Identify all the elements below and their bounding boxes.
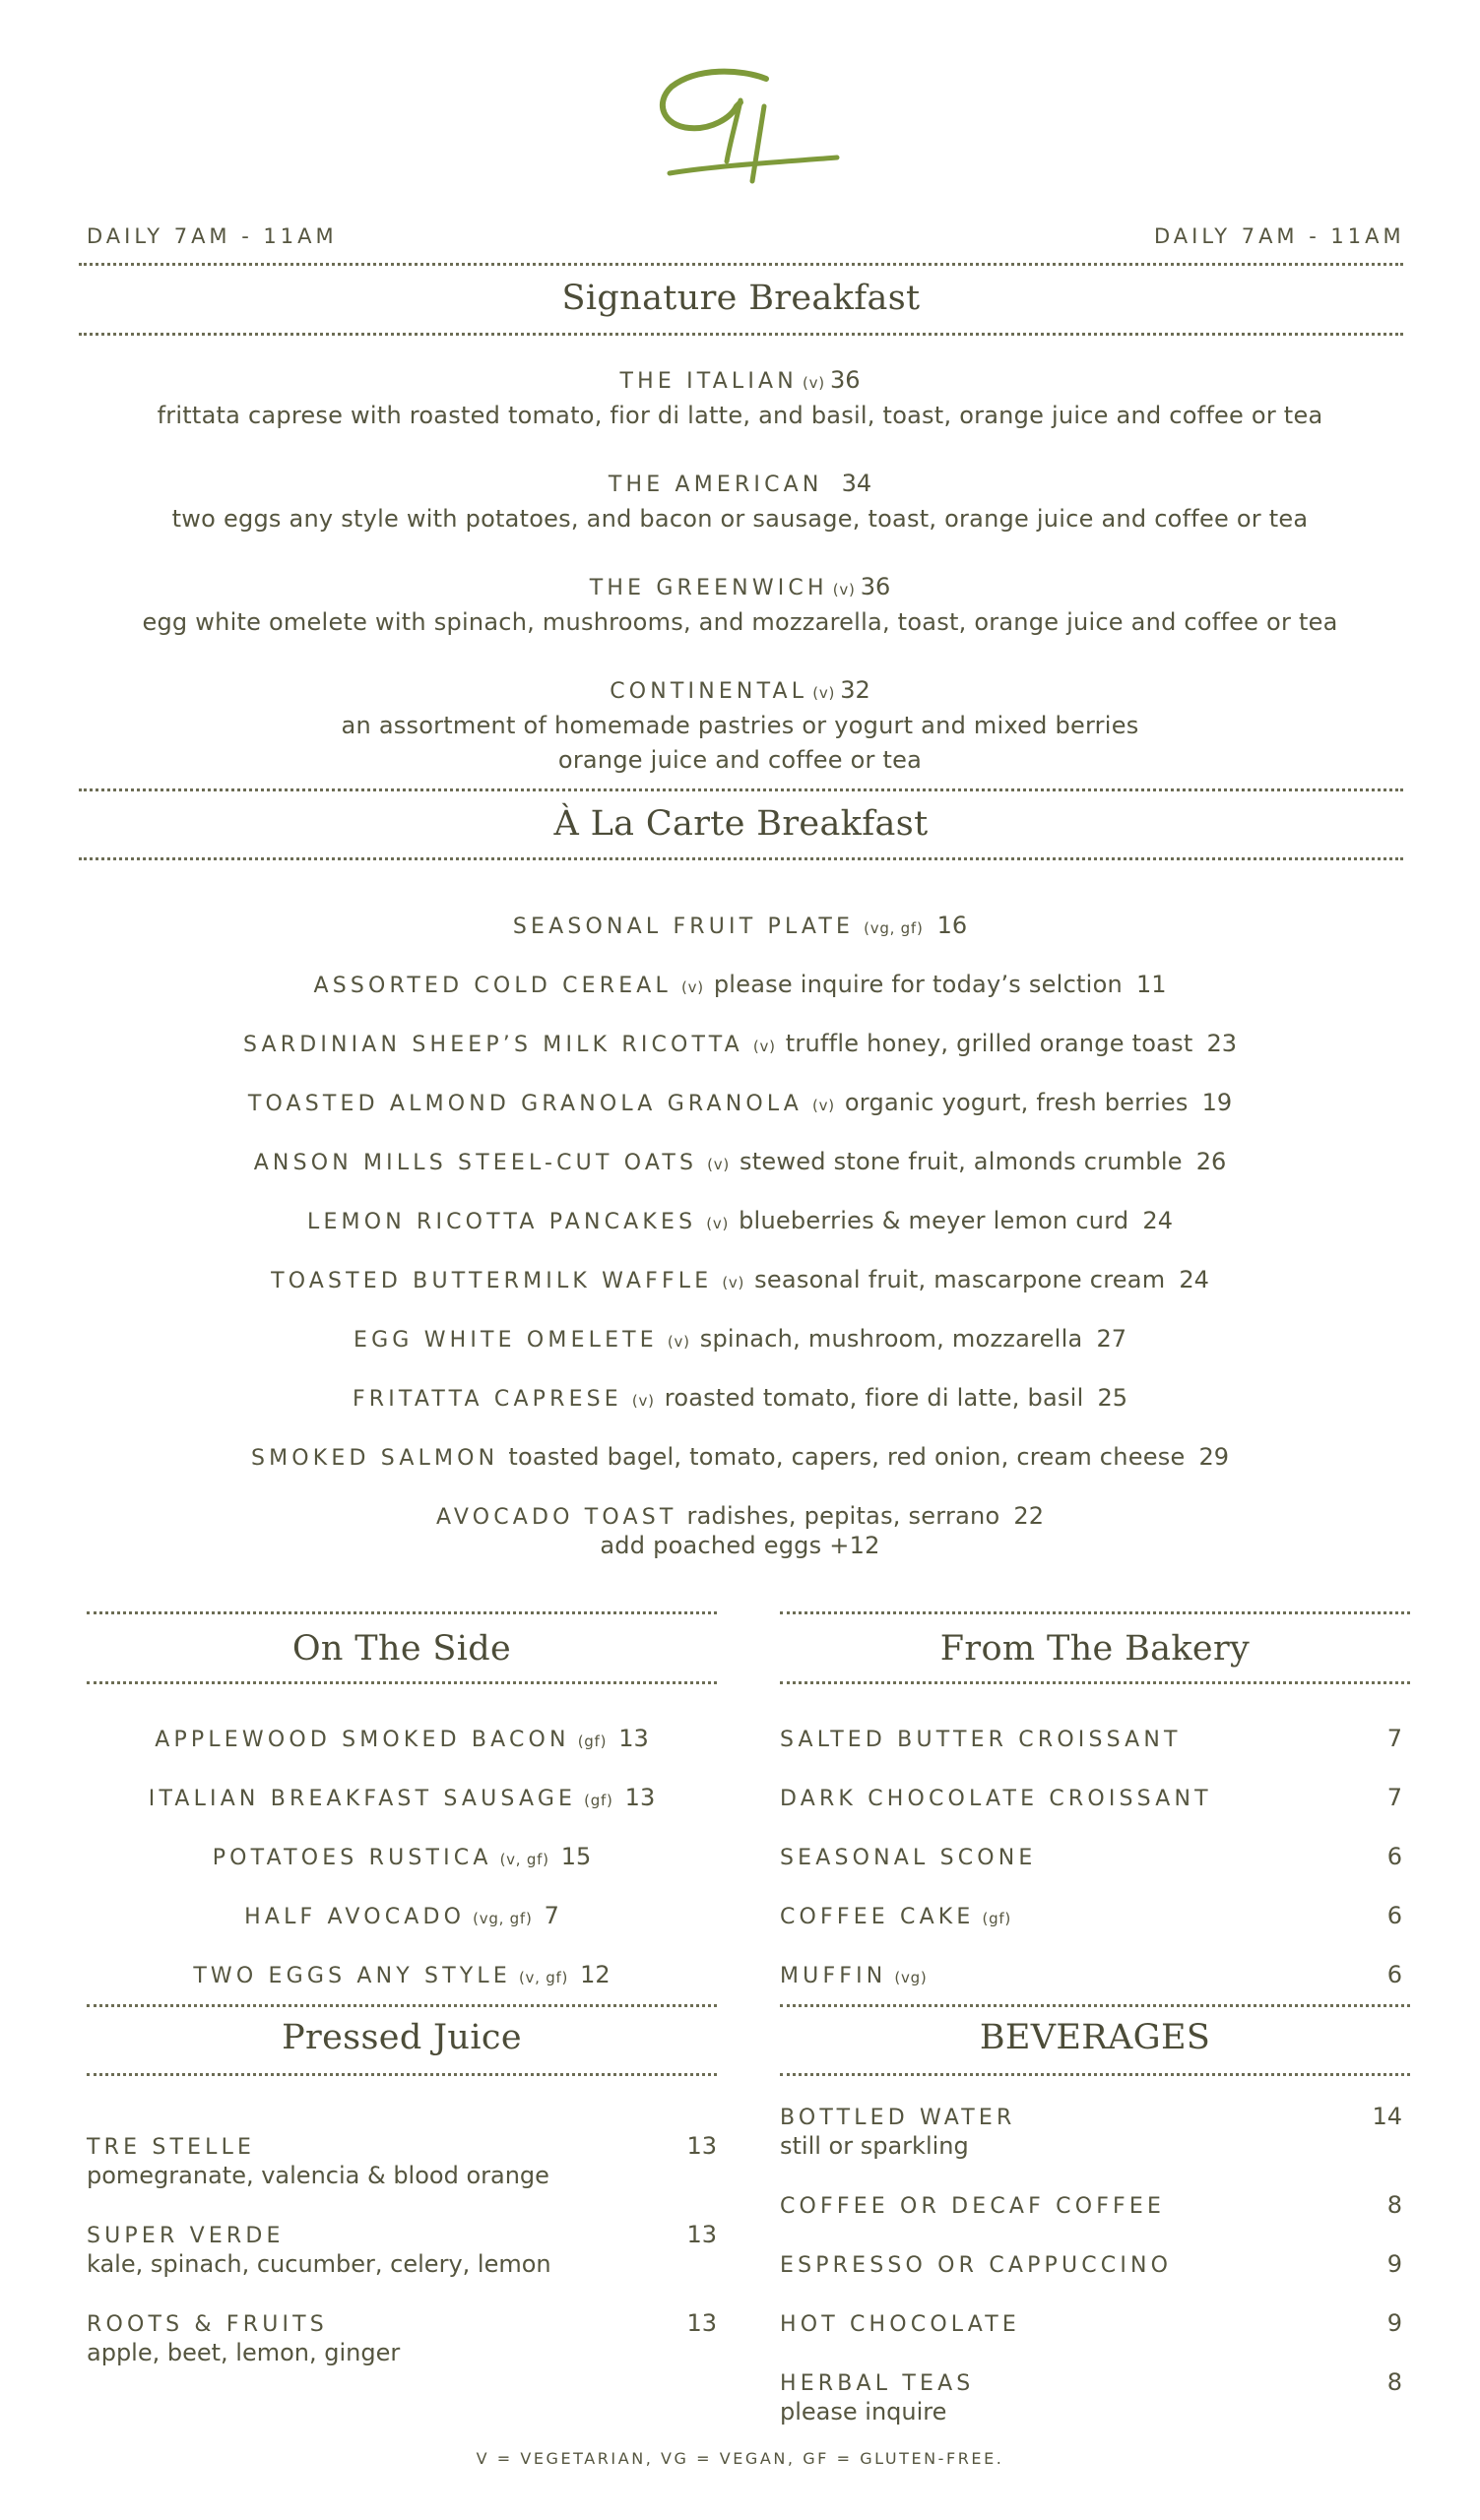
item-label: [780, 1905, 1011, 1929]
divider: [79, 788, 1403, 791]
item-name: LEMON RICOTTA PANCAKES: [307, 1210, 697, 1234]
menu-item: [0, 1266, 1480, 1293]
item-name: SARDINIAN SHEEP’S MILK RICOTTA: [242, 1033, 743, 1057]
menu-item: [780, 2309, 1402, 2337]
dietary-tag: (gf): [584, 1792, 613, 1809]
menu-item: [0, 1089, 1480, 1116]
item-price: 26: [1195, 1148, 1227, 1175]
item-name: HOT CHOCOLATE: [780, 2312, 1020, 2337]
menu-item: [87, 1961, 717, 1988]
section-title-beverages: BEVERAGES: [979, 2018, 1211, 2057]
hours-right: DAILY 7AM - 11AM: [1154, 224, 1405, 248]
item-description: an assortment of homemade pastries or yogurt and mixed berries: [341, 712, 1139, 739]
divider: [79, 333, 1403, 336]
item-description: two eggs any style with potatoes, and bacon or sausage, toast, orange juice and coffee or tea: [171, 505, 1309, 533]
item-description: pomegranate, valencia & blood orange: [87, 2162, 549, 2189]
item-name: COFFEE CAKE: [780, 1905, 975, 1929]
item-description: kale, spinach, cucumber, celery, lemon: [87, 2250, 551, 2278]
hours-left: DAILY 7AM - 11AM: [87, 224, 338, 248]
menu-item: [780, 2191, 1402, 2219]
item-name: SALTED BUTTER CROISSANT: [780, 1728, 1182, 1752]
dietary-tag: (v): [706, 1215, 730, 1232]
item-price: 25: [1097, 1384, 1128, 1412]
item-name: HERBAL TEAS: [780, 2371, 975, 2396]
item-name: ESPRESSO OR CAPPUCCINO: [780, 2253, 1173, 2278]
item-name: TWO EGGS ANY STYLE: [193, 1964, 511, 1988]
dietary-tag: (v): [707, 1156, 730, 1173]
menu-item: [0, 1148, 1480, 1175]
item-description: frittata caprese with roasted tomato, fior di latte, and basil, toast, orange juice and coffee or tea: [157, 402, 1323, 429]
item-price: 6: [1386, 1843, 1402, 1870]
item-name: HALF AVOCADO: [244, 1905, 466, 1929]
dietary-tag: (gf): [577, 1732, 608, 1750]
item-price: 13: [624, 1784, 656, 1811]
item-price: 7: [1386, 1784, 1402, 1811]
menu-item: [0, 912, 1480, 939]
item-description: still or sparkling: [780, 2132, 969, 2160]
menu-item: [87, 1784, 717, 1811]
menu-item: THE GREENWICH (v) 36: [589, 573, 891, 600]
item-price: 13: [618, 1725, 649, 1752]
item-label: [780, 1728, 1182, 1752]
gh-logo: [650, 59, 847, 207]
item-price: 11: [1135, 971, 1167, 998]
item-description: toasted bagel, tomato, capers, red onion, cream cheese: [508, 1443, 1186, 1471]
item-price: 12: [580, 1961, 611, 1988]
item-description: truffle honey, grilled orange toast: [785, 1030, 1193, 1057]
item-name: MUFFIN: [780, 1964, 887, 1988]
section-title-signature: Signature Breakfast: [561, 279, 921, 318]
item-label: [780, 1964, 928, 1988]
item-price: 8: [1386, 2368, 1402, 2396]
item-name: TRE STELLE: [87, 2135, 256, 2160]
section-title-alacarte: À La Carte Breakfast: [553, 804, 929, 844]
dietary-tag: (vg, gf): [473, 1910, 533, 1927]
dietary-tag: (vg, gf): [864, 919, 924, 937]
menu-item: [780, 1725, 1402, 1752]
menu-item: [780, 2368, 1402, 2396]
divider: [780, 2004, 1410, 2007]
item-description: roasted tomato, fiore di latte, basil: [664, 1384, 1084, 1412]
menu-item: [0, 1207, 1480, 1234]
item-price: 9: [1386, 2250, 1402, 2278]
item-price: 6: [1386, 1961, 1402, 1988]
item-name: SMOKED SALMON: [251, 1446, 499, 1471]
item-price: 6: [1386, 1902, 1402, 1929]
menu-item: [780, 2103, 1402, 2130]
item-name: POTATOES RUSTICA: [212, 1846, 492, 1870]
item-label: [780, 1787, 1212, 1811]
menu-item: [0, 1502, 1480, 1530]
item-price: 24: [1142, 1207, 1173, 1234]
item-description: egg white omelete with spinach, mushrooms, and mozzarella, toast, orange juice and coffee or tea: [142, 608, 1338, 636]
item-price: 7: [1386, 1725, 1402, 1752]
item-description: spinach, mushroom, mozzarella: [699, 1325, 1083, 1353]
item-price: 16: [936, 912, 968, 939]
item-price: 7: [544, 1902, 559, 1929]
menu-item: THE ITALIAN (v) 36: [619, 366, 861, 394]
menu-item: CONTINENTAL (v) 32: [610, 676, 870, 704]
item-description: stewed stone fruit, almonds crumble: [740, 1148, 1183, 1175]
menu-item: [780, 1843, 1402, 1870]
menu-item: [87, 1725, 717, 1752]
item-name: SUPER VERDE: [87, 2224, 285, 2248]
section-title-side: On The Side: [291, 1629, 512, 1669]
item-label: [780, 1846, 1036, 1870]
menu-item: [0, 1443, 1480, 1471]
item-price: 9: [1386, 2309, 1402, 2337]
divider: [87, 1611, 717, 1614]
dietary-tag: (v, gf): [499, 1851, 549, 1868]
section-title-juice: Pressed Juice: [282, 2018, 522, 2057]
item-description: orange juice and coffee or tea: [557, 746, 923, 774]
item-price: 23: [1206, 1030, 1238, 1057]
menu-item: [87, 2309, 717, 2337]
menu-item: [780, 1902, 1402, 1929]
menu-item: [0, 1384, 1480, 1412]
item-price: 22: [1013, 1502, 1044, 1530]
divider: [780, 1681, 1410, 1684]
dietary-tag: (v): [722, 1274, 745, 1292]
divider: [87, 2073, 717, 2076]
menu-item: [780, 1784, 1402, 1811]
menu-item: [87, 1902, 717, 1929]
menu-item: [780, 1961, 1402, 1988]
item-price: 24: [1179, 1266, 1209, 1293]
item-price: 15: [560, 1843, 592, 1870]
item-name: BOTTLED WATER: [780, 2106, 1016, 2130]
item-name: APPLEWOOD SMOKED BACON: [155, 1728, 570, 1752]
item-name: ASSORTED COLD CEREAL: [313, 974, 672, 998]
dietary-tag: (v): [631, 1392, 655, 1410]
item-description: organic yogurt, fresh berries: [844, 1089, 1189, 1116]
menu-item: [0, 1030, 1480, 1057]
item-name: EGG WHITE OMELETE: [354, 1328, 658, 1353]
item-name: COFFEE OR DECAF COFFEE: [780, 2194, 1166, 2219]
item-description: blueberries & meyer lemon curd: [739, 1207, 1129, 1234]
section-title-bakery: From The Bakery: [939, 1629, 1251, 1669]
item-name: TOASTED ALMOND GRANOLA GRANOLA: [247, 1092, 804, 1116]
menu-item: [87, 2132, 717, 2160]
item-description: please inquire for today’s selction: [713, 971, 1123, 998]
dietary-legend: V = VEGETARIAN, VG = VEGAN, GF = GLUTEN-FREE.: [476, 2449, 1004, 2468]
item-description: please inquire: [780, 2398, 947, 2426]
item-description: apple, beet, lemon, ginger: [87, 2339, 401, 2366]
item-price: 19: [1201, 1089, 1233, 1116]
item-description: add poached eggs +12: [600, 1532, 880, 1559]
item-name: AVOCADO TOAST: [436, 1505, 677, 1530]
item-name: SEASONAL SCONE: [780, 1846, 1037, 1870]
dietary-tag: (vg): [894, 1969, 928, 1986]
menu-item: [780, 2250, 1402, 2278]
menu-item: [87, 2221, 717, 2248]
divider: [87, 1681, 717, 1684]
menu-item: THE AMERICAN 34: [608, 470, 872, 497]
dietary-tag: (gf): [982, 1910, 1012, 1927]
dietary-tag: (v): [812, 1097, 835, 1114]
item-name: FRITATTA CAPRESE: [352, 1387, 622, 1412]
menu-item: [0, 971, 1480, 998]
menu-item: [0, 1325, 1480, 1353]
dietary-tag: (v, gf): [518, 1969, 569, 1986]
item-name: ROOTS & FRUITS: [87, 2312, 328, 2337]
item-price: 8: [1386, 2191, 1402, 2219]
item-description: seasonal fruit, mascarpone cream: [754, 1266, 1166, 1293]
item-description: radishes, pepitas, serrano: [686, 1502, 1000, 1530]
divider: [780, 2073, 1410, 2076]
item-price: 13: [686, 2309, 717, 2337]
divider: [87, 2004, 717, 2007]
menu-item: [87, 1843, 717, 1870]
divider: [79, 263, 1403, 266]
item-name: SEASONAL FRUIT PLATE: [512, 914, 855, 939]
dietary-tag: (v): [752, 1038, 776, 1055]
item-price: 27: [1096, 1325, 1126, 1353]
item-name: ITALIAN BREAKFAST SAUSAGE: [148, 1787, 577, 1811]
item-price: 13: [686, 2132, 717, 2160]
item-price: 13: [686, 2221, 717, 2248]
item-name: DARK CHOCOLATE CROISSANT: [780, 1787, 1212, 1811]
dietary-tag: (v): [667, 1333, 690, 1351]
dietary-tag: (v): [680, 978, 704, 996]
item-name: TOASTED BUTTERMILK WAFFLE: [271, 1269, 713, 1293]
item-price: 29: [1198, 1443, 1229, 1471]
item-name: ANSON MILLS STEEL-CUT OATS: [253, 1151, 698, 1175]
divider: [780, 1611, 1410, 1614]
item-price: 14: [1372, 2103, 1402, 2130]
divider: [79, 857, 1403, 860]
